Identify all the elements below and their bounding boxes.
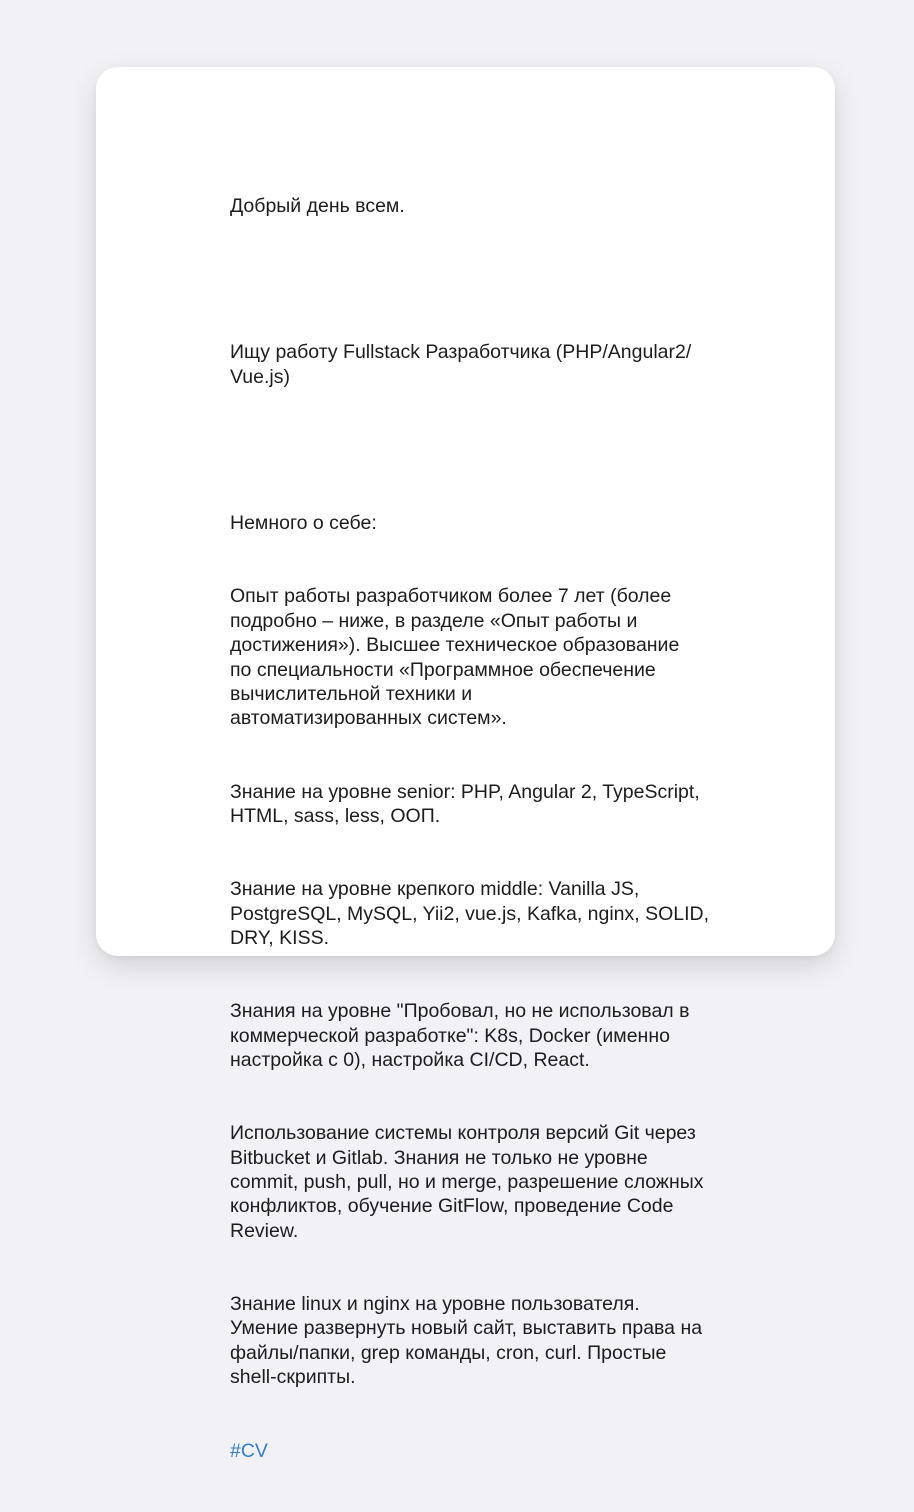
- senior-skills-text: Знание на уровне senior: PHP, Angular 2, TypeScript, HTML, sass, less, ООП.: [230, 780, 700, 827]
- tried-skills-text: Знания на уровне "Пробовал, но не использовал в коммерческой разработке": K8s, Docker (именно настройка с 0), настройка CI/CD, React.: [230, 1000, 690, 1071]
- message-body: [230, 145, 750, 1512]
- paragraph-gap: [230, 267, 750, 291]
- about-title: Немного о себе:: [230, 512, 377, 535]
- hashtag-link[interactable]: #CV: [230, 1439, 268, 1462]
- message-card: [96, 67, 835, 1462]
- headline-text: Ищу работу Fullstack Разработчика (PHP/Angular2/ Vue.js): [230, 341, 692, 388]
- experience-text: Опыт работы разработчиком более 7 лет (более подробно – ниже, в разделе «Опыт работы и достижения»). Высшее техническое образование по специальности «Программное обеспечение вычислительной техники и автоматизированных систем».: [230, 585, 680, 730]
- paragraph-gap: [230, 438, 750, 462]
- greeting-text: Добрый день всем.: [230, 194, 405, 217]
- linux-skills-text: Знание linux и nginx на уровне пользователя. Умение развернуть новый сайт, выставить права на файлы/папки, grep команды, cron, curl. Простые shell-скрипты.: [230, 1293, 703, 1389]
- middle-skills-text: Знание на уровне крепкого middle: Vanilla JS, PostgreSQL, MySQL, Yii2, vue.js, Kafka, nginx, SOLID, DRY, KISS.: [230, 878, 710, 949]
- git-skills-text: Использование системы контроля версий Git через Bitbucket и Gitlab. Знания не только не уровне commit, push, pull, но и merge, разрешение сложных конфликтов, обучение GitFlow, проведение Code Review.: [230, 1122, 704, 1242]
